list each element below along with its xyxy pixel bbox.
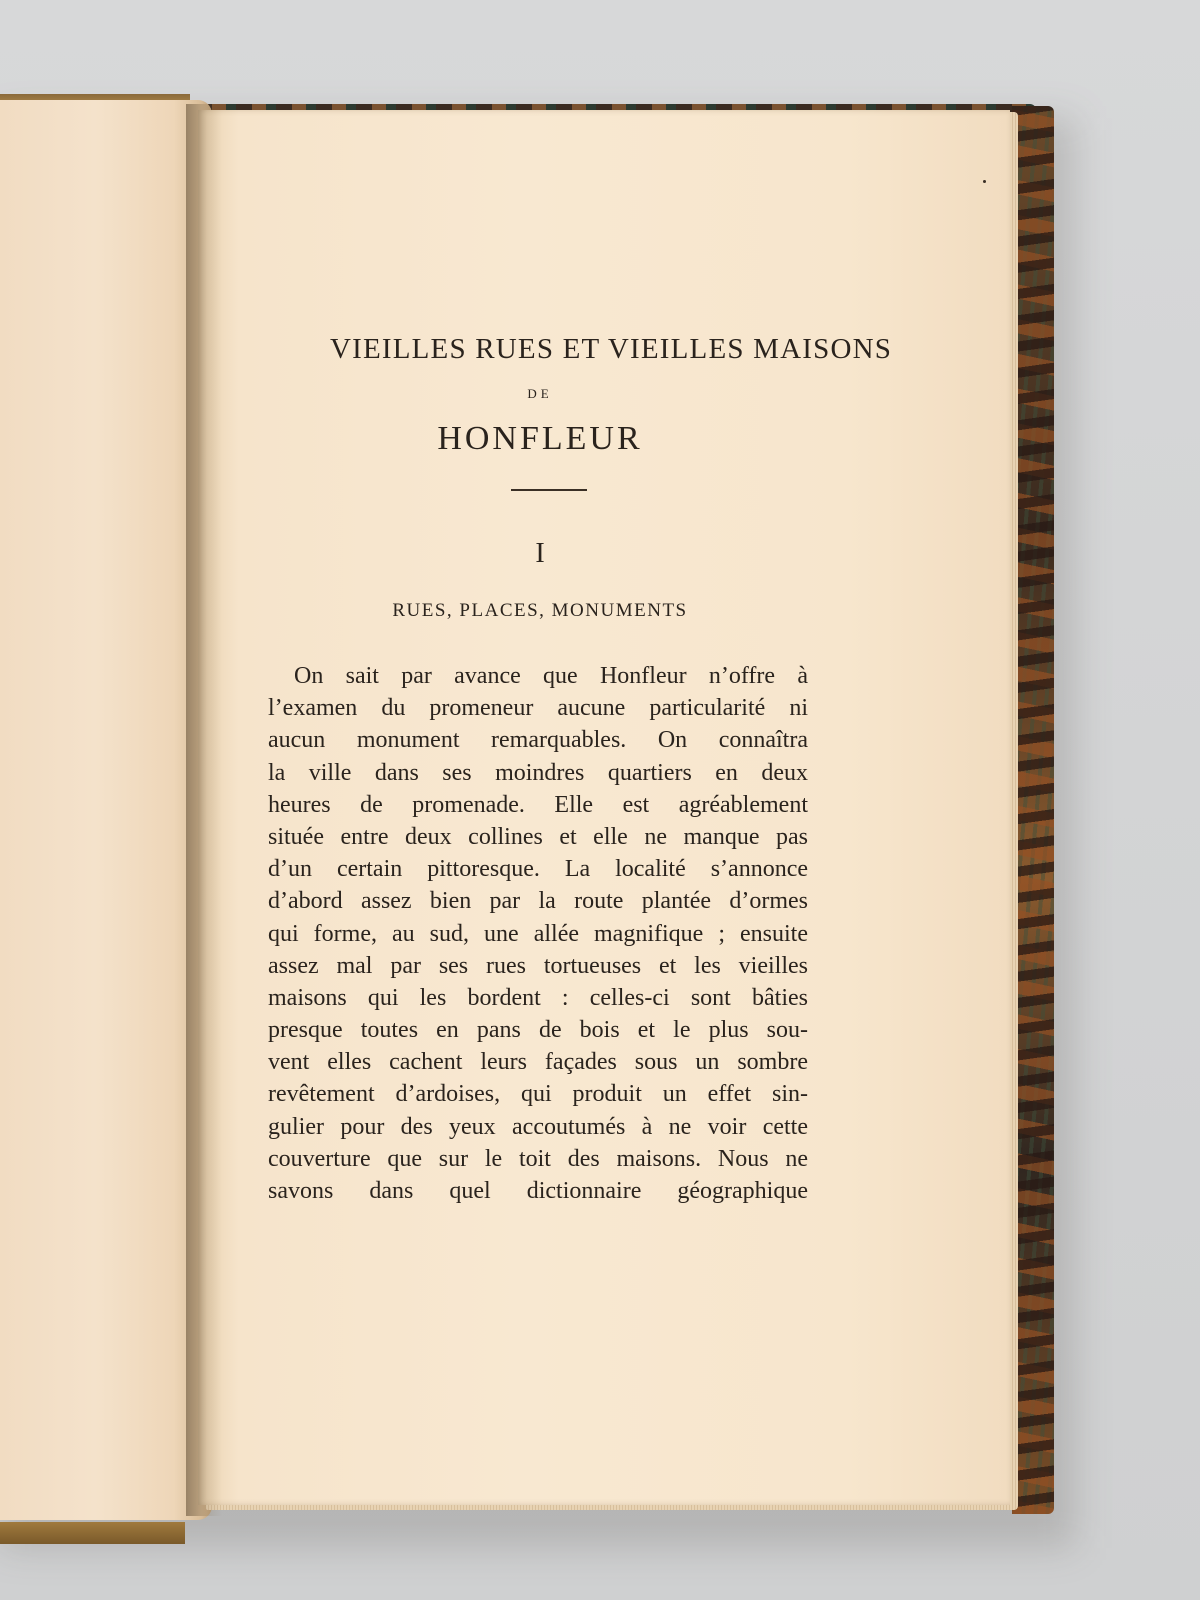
chapter-subtitle: RUES, PLACES, MONUMENTS <box>392 600 688 621</box>
text-line: gulier pour des yeux accoutumés à ne voir cette <box>268 1113 808 1140</box>
title-town: HONFLEUR <box>437 420 643 457</box>
paper-speck <box>983 180 986 183</box>
text-line: d’abord assez bien par la route plantée d’ormes <box>268 888 808 915</box>
text-line: qui forme, au sud, une allée magnifique ; ensuite <box>268 920 808 947</box>
right-page <box>198 110 1010 1505</box>
text-line: presque toutes en pans de bois et le plus sou- <box>268 1017 808 1044</box>
title-connector: DE <box>527 386 553 401</box>
page-content <box>198 110 1010 1505</box>
chapter-number: I <box>535 538 545 569</box>
book-gutter-shadow <box>186 104 222 1516</box>
text-line: savons dans quel dictionnaire géographique <box>268 1178 808 1204</box>
text-line: assez mal par ses rues tortueuses et les vieilles <box>268 952 808 979</box>
title-divider-rule <box>511 489 587 491</box>
marbled-cover-right-edge <box>1012 106 1054 1514</box>
left-cover-bottom-edge <box>0 1522 185 1544</box>
left-page-blank <box>0 100 212 1520</box>
body-text <box>268 660 808 1207</box>
text-line: aucun monument remarquables. On connaîtra <box>268 727 808 754</box>
text-line: la ville dans ses moindres quartiers en deux <box>268 759 808 786</box>
text-line: située entre deux collines et elle ne manque pas <box>268 823 808 850</box>
text-line: maisons qui les bordent : celles-ci sont bâties <box>268 984 808 1011</box>
text-line: vent elles cachent leurs façades sous un sombre <box>268 1049 808 1076</box>
page-title: VIEILLES RUES ET VIEILLES MAISONS <box>329 333 893 365</box>
text-line: revêtement d’ardoises, qui produit un effet sin- <box>268 1081 808 1108</box>
text-line: couverture que sur le toit des maisons. Nous ne <box>268 1145 808 1172</box>
text-line: On sait par avance que Honfleur n’offre à <box>294 663 808 689</box>
text-line: l’examen du promeneur aucune particularité ni <box>268 695 808 722</box>
text-line: heures de promenade. Elle est agréablement <box>268 791 808 818</box>
text-line: d’un certain pittoresque. La localité s’annonce <box>268 856 808 883</box>
